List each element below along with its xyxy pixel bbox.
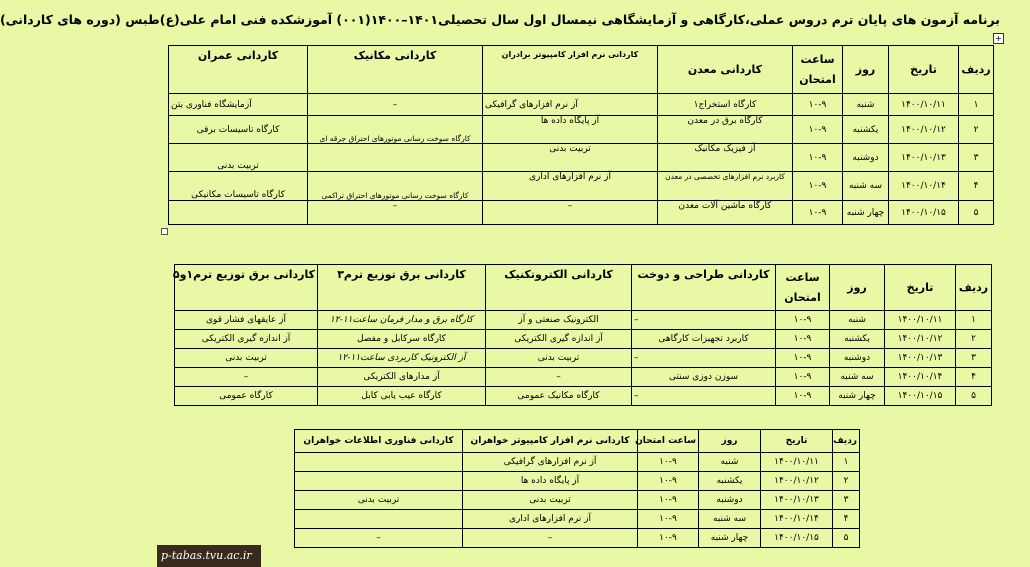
header-date: تاریخ (761, 430, 833, 453)
cell-software: آز پایگاه داده ها (483, 116, 658, 144)
header-power3: کاردانی برق توزیع ترم۳ (318, 265, 486, 311)
cell-electronic: تربیت بدنی (486, 349, 632, 368)
table-row (175, 330, 992, 349)
header-row: ردیف (959, 46, 994, 94)
cell-time: ۱۰-۹ (776, 368, 830, 387)
header-civil: کاردانی عمران (169, 46, 308, 94)
cell-software: آز نرم افزارهای گرافیکی (483, 94, 658, 116)
cell-time: ۱۰-۹ (638, 529, 699, 548)
cell-mechanic: – (308, 201, 483, 225)
table-row (169, 94, 994, 116)
cell-date: ۱۴۰۰/۱۰/۱۳ (889, 144, 959, 172)
header-time-line1: ساعت (785, 270, 820, 284)
cell-row: ۵ (959, 201, 994, 225)
table-row (169, 144, 994, 172)
header-time: ساعت امتحان (638, 430, 699, 453)
header-day: روز (699, 430, 761, 453)
table-row (169, 116, 994, 144)
cell-date: ۱۴۰۰/۱۰/۱۲ (889, 116, 959, 144)
cell-date: ۱۴۰۰/۱۰/۱۱ (889, 94, 959, 116)
cell-row: ۴ (959, 172, 994, 201)
cell-row: ۴ (956, 368, 992, 387)
table-row (295, 510, 860, 529)
cell-row: ۳ (959, 144, 994, 172)
table-row (295, 529, 860, 548)
cell-power15: آز اندازه گیری الکتریکی (175, 330, 318, 349)
header-date: تاریخ (889, 46, 959, 94)
header-mechanic: کاردانی مکانیک (308, 46, 483, 94)
exam-table-2 (174, 264, 992, 406)
cell-clothing: سوزن دوزی سنتی (632, 368, 776, 387)
cell-time: ۱۰-۹ (793, 116, 843, 144)
cell-date: ۱۴۰۰/۱۰/۱۵ (885, 387, 956, 406)
cell-date: ۱۴۰۰/۱۰/۱۲ (761, 472, 833, 491)
header-row: ردیف (833, 430, 860, 453)
cell-software: آز نرم افزارهای اداری (463, 510, 638, 529)
cell-day: سه شنبه (830, 368, 885, 387)
cell-software: آز نرم افزارهای گرافیکی (463, 453, 638, 472)
cell-civil: تربیت بدنی (169, 144, 308, 172)
cell-mining: کارگاه استخراج۱ (658, 94, 793, 116)
cell-it: تربیت بدنی (295, 491, 463, 510)
cell-time: ۱۰-۹ (776, 349, 830, 368)
cell-day: دوشنبه (843, 144, 889, 172)
cell-day: چهار شنبه (843, 201, 889, 225)
cell-day: دوشنبه (830, 349, 885, 368)
site-watermark: p-tabas.tvu.ac.ir (157, 545, 261, 567)
cell-row: ۲ (833, 472, 860, 491)
cell-power15: – (175, 368, 318, 387)
cell-day: سه شنبه (843, 172, 889, 201)
cell-mechanic (308, 144, 483, 172)
header-row: ردیف (956, 265, 992, 311)
table-row (295, 491, 860, 510)
cell-mechanic: – (308, 94, 483, 116)
cell-date: ۱۴۰۰/۱۰/۱۴ (889, 172, 959, 201)
exam-table-3 (294, 429, 860, 548)
cell-power3: کارگاه برق و مدار فرمان ساعت۱۱-۱۲ (318, 311, 486, 330)
cell-it (295, 472, 463, 491)
header-day: روز (843, 46, 889, 94)
cell-software: آز پایگاه داده ها (463, 472, 638, 491)
cell-power15: آز عایقهای فشار قوی (175, 311, 318, 330)
cell-time: ۱۰-۹ (638, 491, 699, 510)
cell-clothing: – (632, 387, 776, 406)
cell-electronic: – (486, 368, 632, 387)
cell-it: – (295, 529, 463, 548)
cell-row: ۵ (833, 529, 860, 548)
cell-it (295, 453, 463, 472)
cell-day: چهار شنبه (699, 529, 761, 548)
cell-row: ۲ (956, 330, 992, 349)
header-software: کاردانی نرم افزار کامپیوتر برادران (483, 46, 658, 94)
cell-time: ۱۰-۹ (638, 510, 699, 529)
cell-date: ۱۴۰۰/۱۰/۱۵ (761, 529, 833, 548)
cell-date: ۱۴۰۰/۱۰/۱۴ (761, 510, 833, 529)
header-time-line1: ساعت (800, 52, 835, 66)
cell-mining: کارگاه ماشین آلات معدن (658, 201, 793, 225)
cell-electronic: الکترونیک صنعتی و آز (486, 311, 632, 330)
header-time (793, 46, 843, 94)
cell-power3: آز مدارهای الکتریکی (318, 368, 486, 387)
cell-date: ۱۴۰۰/۱۰/۱۳ (885, 349, 956, 368)
header-it: کاردانی فناوری اطلاعات خواهران (295, 430, 463, 453)
cell-mechanic: کارگاه سوخت رسانی موتورهای احتراق تراکمی (308, 172, 483, 201)
cell-row: ۵ (956, 387, 992, 406)
header-power15: کاردانی برق توزیع ترم۱و۵ (175, 265, 318, 311)
cell-power3: کارگاه عیب یابی کابل (318, 387, 486, 406)
cell-row: ۱ (959, 94, 994, 116)
table-row (169, 172, 994, 201)
cell-power15: کارگاه عمومی (175, 387, 318, 406)
header-day: روز (830, 265, 885, 311)
cell-electronic: کارگاه مکانیک عمومی (486, 387, 632, 406)
exam-table-1 (168, 45, 994, 225)
header-electronic: کاردانی الکتروتکنیک (486, 265, 632, 311)
cell-software: – (463, 529, 638, 548)
cell-software: تربیت بدنی (463, 491, 638, 510)
cell-power15: تربیت بدنی (175, 349, 318, 368)
cell-mining: آز فیزیک مکانیک (658, 144, 793, 172)
cell-row: ۱ (833, 453, 860, 472)
cell-software: تربیت بدنی (483, 144, 658, 172)
table-row (295, 472, 860, 491)
cell-day: شنبه (830, 311, 885, 330)
cell-mining: کارگاه برق در معدن (658, 116, 793, 144)
cell-civil (169, 201, 308, 225)
cell-date: ۱۴۰۰/۱۰/۱۳ (761, 491, 833, 510)
cell-time: ۱۰-۹ (776, 311, 830, 330)
cell-row: ۱ (956, 311, 992, 330)
header-time-line2: امتحان (784, 290, 821, 304)
cell-day: چهار شنبه (830, 387, 885, 406)
cell-software: – (483, 201, 658, 225)
header-time-line2: امتحان (799, 72, 836, 86)
cell-time: ۱۰-۹ (793, 94, 843, 116)
cell-day: سه شنبه (699, 510, 761, 529)
cell-row: ۳ (833, 491, 860, 510)
cell-clothing: – (632, 311, 776, 330)
cell-time: ۱۰-۹ (776, 387, 830, 406)
cell-it (295, 510, 463, 529)
cell-row: ۴ (833, 510, 860, 529)
cell-time: ۱۰-۹ (638, 472, 699, 491)
header-mining: کاردانی معدن (658, 46, 793, 94)
cell-clothing: کاربرد تجهیزات کارگاهی (632, 330, 776, 349)
cell-date: ۱۴۰۰/۱۰/۱۱ (761, 453, 833, 472)
cell-time: ۱۰-۹ (638, 453, 699, 472)
cell-date: ۱۴۰۰/۱۰/۱۱ (885, 311, 956, 330)
cell-date: ۱۴۰۰/۱۰/۱۵ (889, 201, 959, 225)
cell-power3: آز الکترونیک کاربردی ساعت۱۱-۱۲ (318, 349, 486, 368)
table-row (169, 201, 994, 225)
table-row (175, 349, 992, 368)
cell-day: شنبه (699, 453, 761, 472)
cell-row: ۲ (959, 116, 994, 144)
table-row (175, 387, 992, 406)
table-row (175, 368, 992, 387)
cell-civil: کارگاه تاسیسات برقی (169, 116, 308, 144)
cell-day: دوشنبه (699, 491, 761, 510)
cell-mining: کاربرد نرم افزارهای تخصصی در معدن (658, 172, 793, 201)
cell-row: ۳ (956, 349, 992, 368)
header-clothing: کاردانی طراحی و دوخت (632, 265, 776, 311)
cell-day: یکشنبه (699, 472, 761, 491)
table-resize-handle[interactable] (161, 228, 168, 235)
cell-day: یکشنبه (843, 116, 889, 144)
cell-electronic: آز اندازه گیری الکتریکی (486, 330, 632, 349)
table-move-handle-icon[interactable]: + (993, 33, 1004, 44)
cell-software: آز نرم افزارهای اداری (483, 172, 658, 201)
cell-date: ۱۴۰۰/۱۰/۱۲ (885, 330, 956, 349)
header-time (776, 265, 830, 311)
header-software: کاردانی نرم افزار کامپیوتر خواهران (463, 430, 638, 453)
cell-time: ۱۰-۹ (793, 144, 843, 172)
cell-time: ۱۰-۹ (776, 330, 830, 349)
cell-day: یکشنبه (830, 330, 885, 349)
cell-day: شنبه (843, 94, 889, 116)
cell-clothing: – (632, 349, 776, 368)
cell-civil: کارگاه تاسیسات مکانیکی (169, 172, 308, 201)
cell-power3: کارگاه سرکابل و مفصل (318, 330, 486, 349)
table-row (175, 311, 992, 330)
cell-mechanic: کارگاه سوخت رسانی موتورهای احتراق جرقه ای (308, 116, 483, 144)
table-row (295, 453, 860, 472)
cell-civil: آزمایشگاه فناوری بتن (169, 94, 308, 116)
cell-date: ۱۴۰۰/۱۰/۱۴ (885, 368, 956, 387)
page-title: برنامه آزمون های پایان ترم دروس عملی،کارگاهی و آزمایشگاهی نیمسال اول سال تحصیلی۱۴۰۱–۱۴۰۰(۰۰۱) آموزشکده فنی امام علی(ع)طبس (دوره های کاردانی) (0, 12, 1000, 27)
cell-time: ۱۰-۹ (793, 201, 843, 225)
cell-time: ۱۰-۹ (793, 172, 843, 201)
header-date: تاریخ (885, 265, 956, 311)
